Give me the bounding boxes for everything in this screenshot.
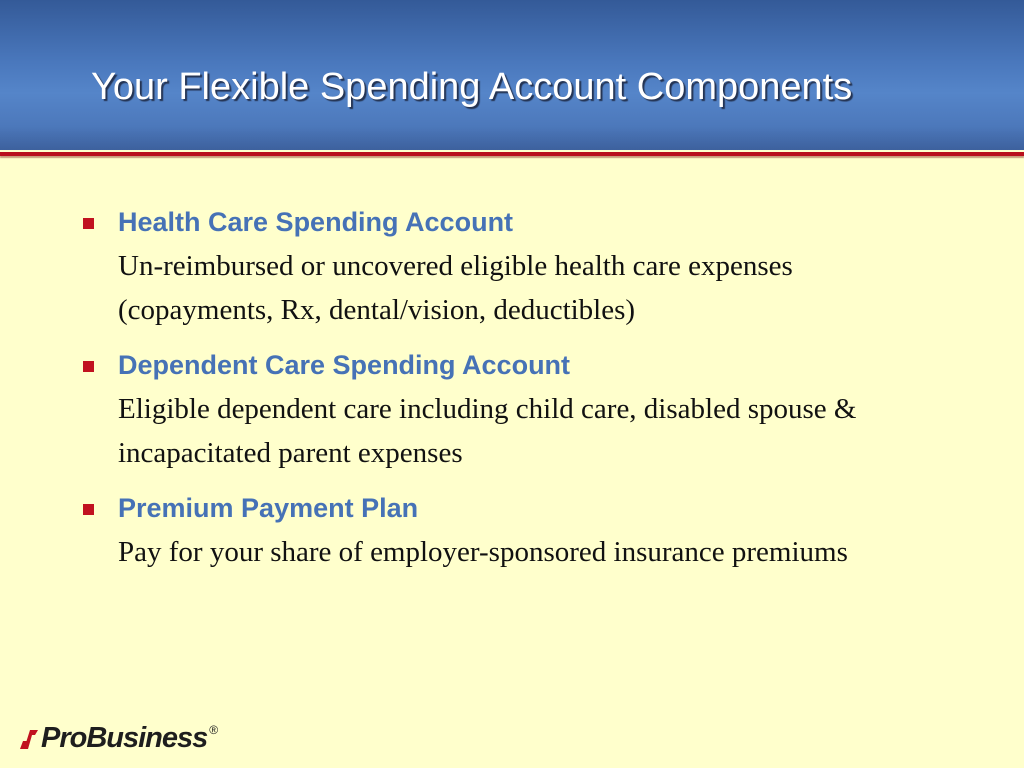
- health-care-account-description: Un-reimbursed or uncovered eligible health care expenses (copayments, Rx, dental/vision, deductibles): [118, 250, 793, 326]
- list-item-dependent-care-spending-account: [78, 348, 958, 475]
- list-item-health-care-spending-account: [78, 205, 958, 332]
- title-divider: [0, 152, 1024, 156]
- slide-title: Your Flexible Spending Account Components: [91, 66, 853, 108]
- square-bullet-icon: [83, 361, 94, 372]
- content-list: [78, 205, 958, 574]
- premium-payment-plan-heading: Premium Payment Plan: [118, 493, 419, 523]
- probusiness-logo-text: ProBusiness: [41, 722, 208, 754]
- probusiness-logo-mark-icon: [20, 719, 38, 753]
- dependent-care-account-description: Eligible dependent care including child care, disabled spouse & incapacitated parent expenses: [118, 393, 857, 469]
- health-care-account-heading: Health Care Spending Account: [118, 207, 514, 237]
- probusiness-logo: [20, 719, 218, 759]
- square-bullet-icon: [83, 504, 94, 515]
- registered-trademark: ®: [209, 723, 219, 737]
- premium-payment-plan-description: Pay for your share of employer-sponsored insurance premiums: [118, 536, 848, 568]
- dependent-care-account-heading: Dependent Care Spending Account: [118, 350, 571, 380]
- square-bullet-icon: [83, 218, 94, 229]
- title-bar: [0, 0, 1024, 150]
- list-item-premium-payment-plan: [78, 491, 958, 574]
